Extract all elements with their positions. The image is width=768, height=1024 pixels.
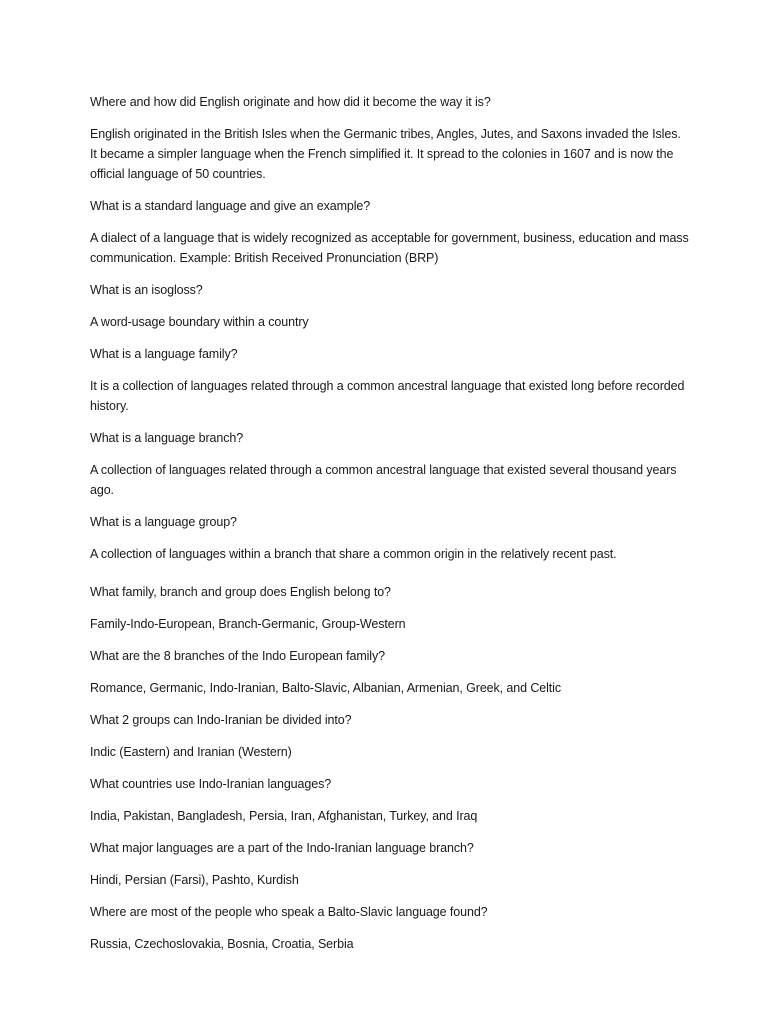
answer-balto-slavic-location: Russia, Czechoslovakia, Bosnia, Croatia, Serbia bbox=[90, 937, 354, 951]
answer-language-family: It is a collection of languages related through a common ancestral language that existed long before recorded history. bbox=[90, 379, 685, 413]
answer-indo-iranian-countries: India, Pakistan, Bangladesh, Persia, Iran, Afghanistan, Turkey, and Iraq bbox=[90, 809, 478, 823]
answer-language-branch: A collection of languages related through a common ancestral language that existed several thousand years ago. bbox=[90, 463, 677, 497]
question-language-branch: What is a language branch? bbox=[90, 431, 244, 445]
question-indo-iranian-languages: What major languages are a part of the Indo-Iranian language branch? bbox=[90, 841, 474, 855]
question-english-origin: Where and how did English originate and how did it become the way it is? bbox=[90, 95, 491, 109]
question-standard-language: What is a standard language and give an example? bbox=[90, 199, 371, 213]
document-body bbox=[90, 92, 690, 966]
answer-indo-iranian-languages: Hindi, Persian (Farsi), Pashto, Kurdish bbox=[90, 873, 299, 887]
question-indo-iranian-groups: What 2 groups can Indo-Iranian be divided into? bbox=[90, 713, 352, 727]
answer-standard-language: A dialect of a language that is widely recognized as acceptable for government, business, education and mass communication. Example: British Received Pronunciation (BRP) bbox=[90, 231, 689, 265]
question-language-group: What is a language group? bbox=[90, 515, 237, 529]
answer-english-classification: Family-Indo-European, Branch-Germanic, Group-Western bbox=[90, 617, 406, 631]
question-language-family: What is a language family? bbox=[90, 347, 238, 361]
answer-indo-european-branches: Romance, Germanic, Indo-Iranian, Balto-Slavic, Albanian, Armenian, Greek, and Celtic bbox=[90, 681, 562, 695]
question-indo-european-branches: What are the 8 branches of the Indo European family? bbox=[90, 649, 385, 663]
answer-isogloss: A word-usage boundary within a country bbox=[90, 315, 309, 329]
question-isogloss: What is an isogloss? bbox=[90, 283, 203, 297]
answer-indo-iranian-groups: Indic (Eastern) and Iranian (Western) bbox=[90, 745, 292, 759]
question-balto-slavic-location: Where are most of the people who speak a Balto-Slavic language found? bbox=[90, 905, 488, 919]
question-indo-iranian-countries: What countries use Indo-Iranian languages? bbox=[90, 777, 332, 791]
question-english-classification: What family, branch and group does English belong to? bbox=[90, 585, 391, 599]
answer-language-group: A collection of languages within a branch that share a common origin in the relatively recent past. bbox=[90, 547, 617, 561]
answer-english-origin: English originated in the British Isles when the Germanic tribes, Angles, Jutes, and Saxons invaded the Isles. It became a simpler language when the French simplified it. It spread to the colonies in 1607 and is now the official language of 50 countries. bbox=[90, 127, 681, 181]
